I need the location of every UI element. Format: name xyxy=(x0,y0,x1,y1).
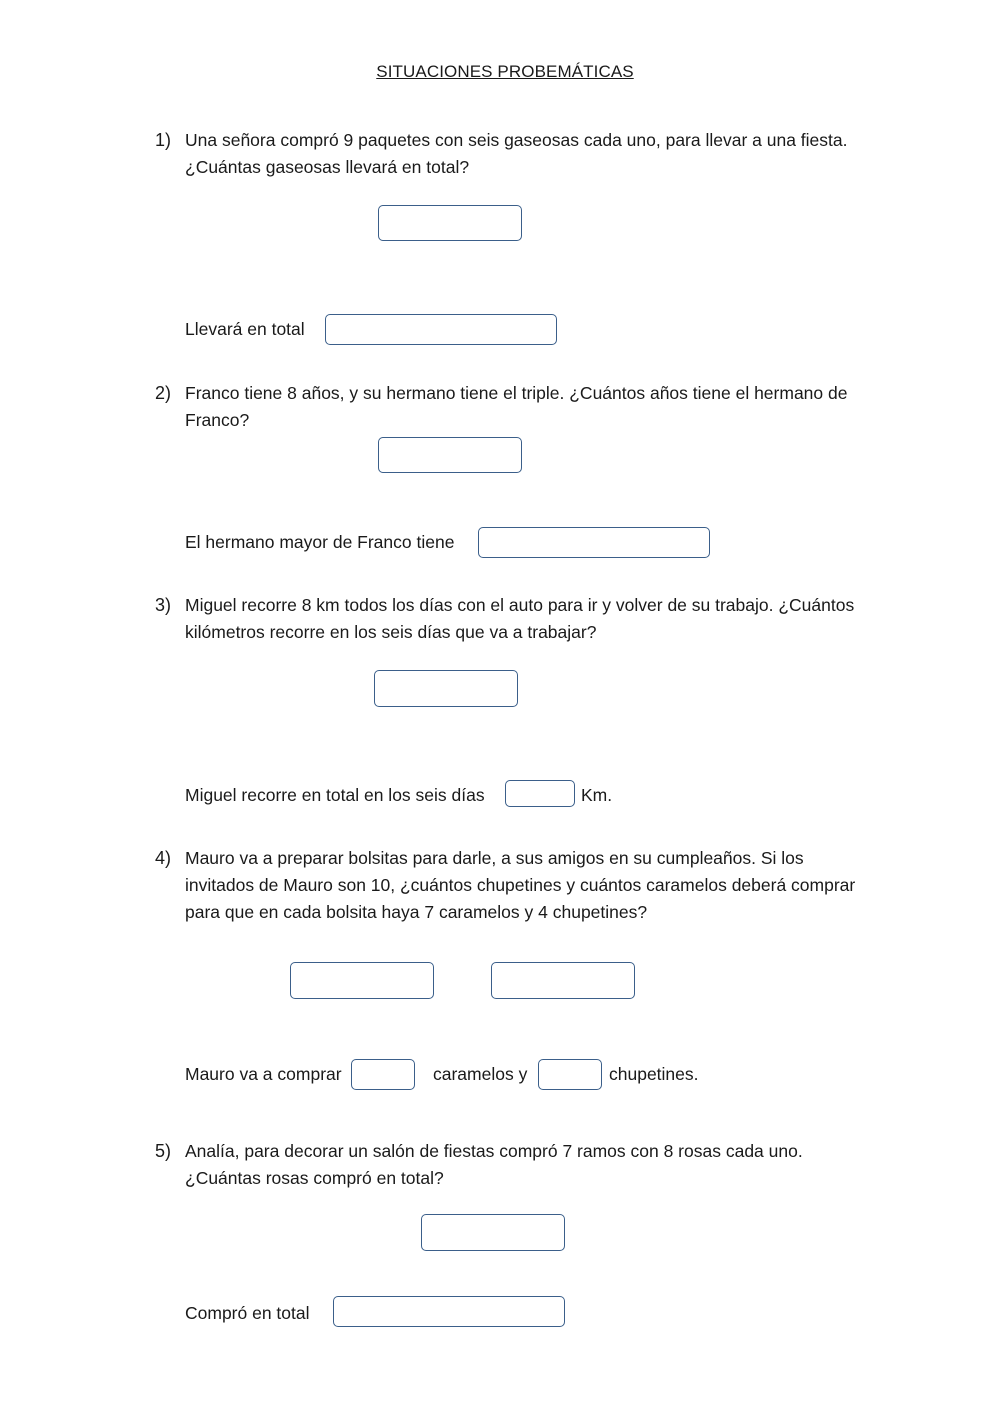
problem-3-question: Miguel recorre 8 km todos los días con el auto para ir y volver de su trabajo. ¿Cuántos kilómetros recorre en los seis días que va a trabajar? xyxy=(185,595,855,642)
km-unit-label: Km. xyxy=(581,785,613,805)
problem-number: 4) xyxy=(155,848,172,868)
problem-1-answer-input[interactable] xyxy=(325,314,557,345)
problem-number: 3) xyxy=(155,595,172,615)
chupetines-label: chupetines. xyxy=(609,1064,699,1084)
problem-5-question: Analía, para decorar un salón de fiestas compró 7 ramos con 8 rosas cada uno. ¿Cuántas rosas compró en total? xyxy=(185,1141,803,1188)
problem-4-answer-label: Mauro va a comprar xyxy=(185,1064,342,1084)
problem-4-operation-input-1[interactable] xyxy=(290,962,434,999)
page-title: SITUACIONES PROBEMÁTICAS xyxy=(376,62,634,81)
problem-number: 5) xyxy=(155,1141,172,1161)
problem-2-answer-label: El hermano mayor de Franco tiene xyxy=(185,532,455,552)
problem-4-question: Mauro va a preparar bolsitas para darle, a sus amigos en su cumpleaños. Si los invitados de Mauro son 10, ¿cuántos chupetines y cuántos caramelos deberá comprar para que en cada bolsita haya 7 caramelos y 4 chupetines? xyxy=(185,848,856,922)
problem-4-operation-input-2[interactable] xyxy=(491,962,635,999)
problem-3-answer-input[interactable] xyxy=(505,780,575,807)
problem-5-operation-input[interactable] xyxy=(421,1214,565,1251)
caramelos-label: caramelos y xyxy=(433,1064,528,1084)
problem-1-answer-label: Llevará en total xyxy=(185,319,305,339)
problem-1-question: Una señora compró 9 paquetes con seis gaseosas cada uno, para llevar a una fiesta. ¿Cuántas gaseosas llevará en total? xyxy=(185,130,848,177)
problem-5-answer-input[interactable] xyxy=(333,1296,565,1327)
problem-2-question: Franco tiene 8 años, y su hermano tiene el triple. ¿Cuántos años tiene el hermano de Franco? xyxy=(185,383,848,430)
caramelos-input[interactable] xyxy=(351,1059,415,1090)
problem-2-answer-input[interactable] xyxy=(478,527,710,558)
problem-3-operation-input[interactable] xyxy=(374,670,518,707)
problem-2-operation-input[interactable] xyxy=(378,437,522,473)
problem-number: 1) xyxy=(155,130,172,150)
problem-5-answer-label: Compró en total xyxy=(185,1303,310,1323)
problem-number: 2) xyxy=(155,383,172,403)
chupetines-input[interactable] xyxy=(538,1059,602,1090)
problem-1-operation-input[interactable] xyxy=(378,205,522,241)
problem-3-answer-label: Miguel recorre en total en los seis días xyxy=(185,785,485,805)
